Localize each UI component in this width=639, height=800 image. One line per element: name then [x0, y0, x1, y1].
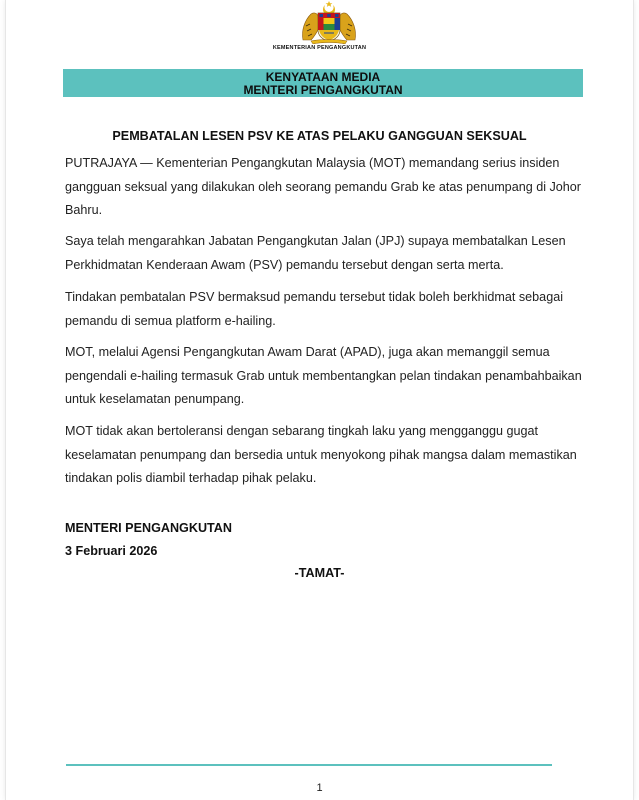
footer-divider	[66, 764, 552, 766]
end-mark: -TAMAT-	[294, 566, 345, 580]
paragraph: PUTRAJAYA — Kementerian Pengangkutan Malaysia (MOT) memandang serius insiden gangguan seksual yang dilakukan oleh seorang pemandu Grab ke atas penumpang di Johor Bahru.	[65, 156, 582, 217]
signatory: MENTERI PENGANGKUTAN	[65, 521, 232, 535]
paragraph: Saya telah mengarahkan Jabatan Pengangkutan Jalan (JPJ) supaya membatalkan Lesen Perkhidmatan Kenderaan Awam (PSV) pemandu tersebut dengan serta merta.	[65, 234, 566, 272]
ministry-name: KEMENTERIAN PENGANGKUTAN	[272, 45, 367, 51]
statement-date: 3 Februari 2026	[65, 544, 158, 558]
malaysia-coat-of-arms-icon	[297, 0, 361, 44]
document-page	[6, 0, 633, 800]
banner-line-1: KENYATAAN MEDIA	[265, 70, 381, 84]
paragraph: MOT tidak akan bertoleransi dengan sebarang tingkah laku yang mengganggu gugat keselamatan penumpang dan bersedia untuk menyokong pihak mangsa dalam memastikan tindakan polis diambil terhadap pihak pelaku.	[65, 424, 577, 485]
page-number: 1	[316, 782, 323, 794]
document-title: PEMBATALAN LESEN PSV KE ATAS PELAKU GANGGUAN SEKSUAL	[112, 129, 527, 143]
media-statement-banner	[63, 69, 583, 97]
paragraph: MOT, melalui Agensi Pengangkutan Awam Darat (APAD), juga akan memanggil semua pengendali e-hailing termasuk Grab untuk membentangkan pelan tindakan penambahbaikan untuk keselamatan penumpang.	[65, 345, 582, 406]
paragraph: Tindakan pembatalan PSV bermaksud pemandu tersebut tidak boleh berkhidmat sebagai pemandu di semua platform e-hailing.	[65, 290, 563, 328]
banner-line-2: MENTERI PENGANGKUTAN	[243, 83, 403, 97]
